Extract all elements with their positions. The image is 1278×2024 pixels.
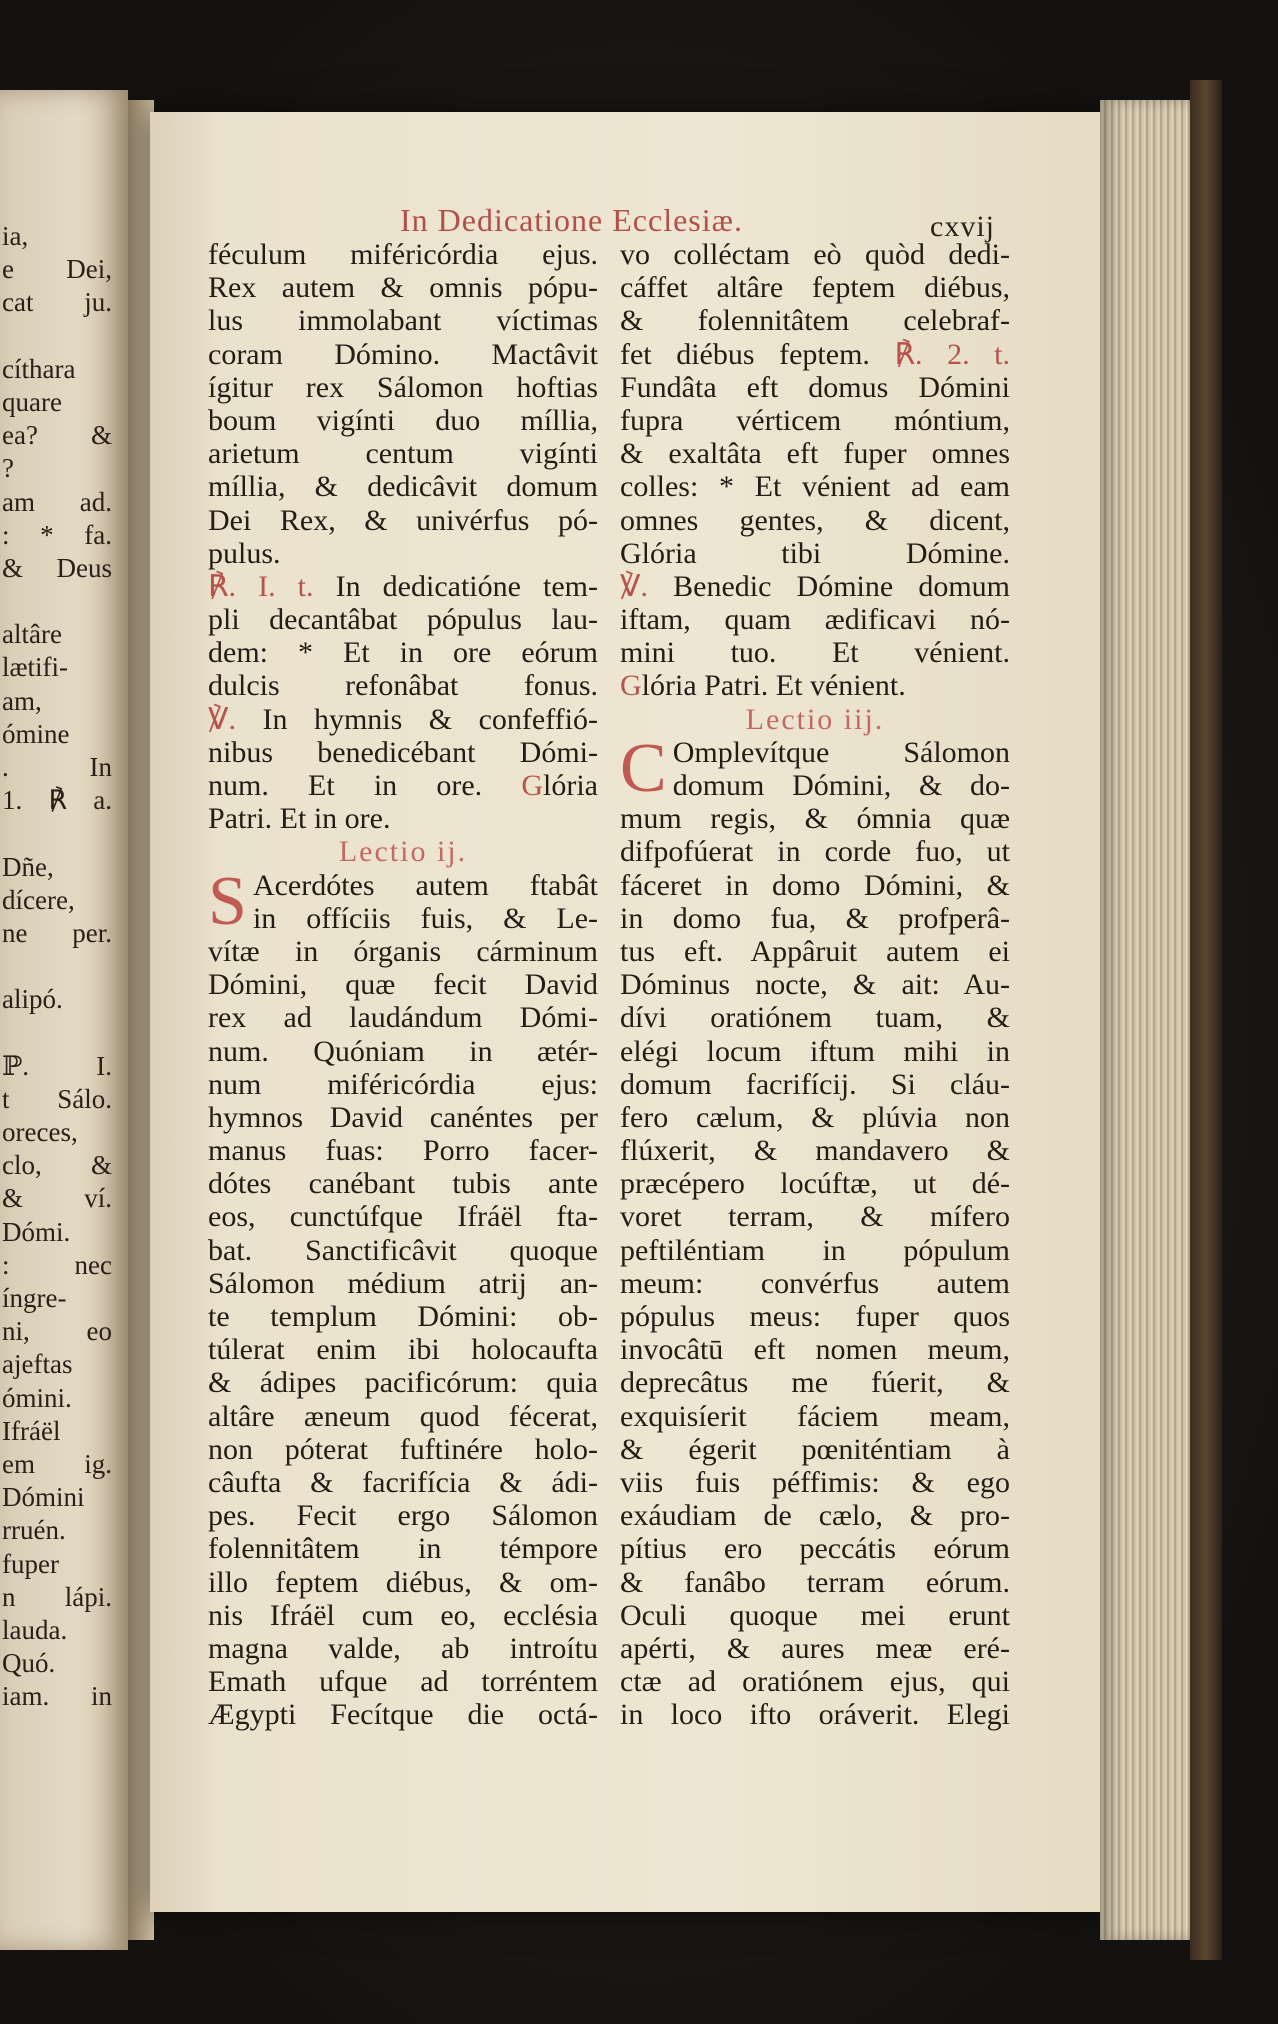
text-line: Acerdótes autem ftabât bbox=[252, 868, 598, 902]
text-line: exquisíerit fáciem meam, bbox=[620, 1399, 1010, 1433]
text-line: num. Quóniam in ætér- bbox=[208, 1034, 598, 1068]
left-page-fragment: am, bbox=[2, 685, 42, 716]
text-line: tus eft. Appâruit autem ei bbox=[620, 934, 1010, 968]
text-line: boum vigínti duo míllia, bbox=[208, 403, 598, 437]
text-line: pulus. bbox=[208, 536, 281, 570]
text-line: meum: convérfus autem bbox=[620, 1266, 1010, 1300]
text-line: num. Et in ore. Glória bbox=[208, 769, 598, 802]
text-line: altâre æneum quod fécerat, bbox=[208, 1399, 598, 1433]
left-page-fragment: clo, & bbox=[2, 1150, 112, 1181]
text-line: mini tuo. Et vénient. bbox=[620, 636, 1010, 670]
text-line: ℣. In hymnis & confeffió- bbox=[208, 702, 598, 736]
text-line: flúxerit, & mandavero & bbox=[620, 1134, 1010, 1168]
left-page-fragment: Dómini bbox=[2, 1482, 85, 1513]
book-cover-edge bbox=[1190, 80, 1222, 1960]
text-line: Dóminus nocte, & ait: Au- bbox=[620, 968, 1010, 1002]
left-page-fragment: am ad. bbox=[2, 486, 112, 517]
left-page-fragment bbox=[2, 585, 126, 618]
text-line: fet diébus feptem. ℟. 2. t. bbox=[620, 337, 1010, 371]
text-line: túlerat enim ibi holocaufta bbox=[208, 1333, 598, 1367]
text-line: ctæ ad oratiónem ejus, qui bbox=[620, 1665, 1010, 1699]
text-line: vo colléctam eò quòd dedi- bbox=[620, 238, 1010, 271]
lectio-heading: Lectio iij. bbox=[745, 702, 885, 736]
left-page-fragment: ni, eo bbox=[2, 1316, 112, 1347]
text-line: dótes canébant tubis ante bbox=[208, 1167, 598, 1201]
left-page-fragment bbox=[2, 320, 126, 353]
text-line: nibus benedicébant Dómi- bbox=[208, 735, 598, 769]
left-page-fragment: cat ju. bbox=[2, 287, 112, 318]
left-page-fragment: ia, bbox=[2, 221, 29, 251]
left-page-fragment: e Dei, bbox=[2, 254, 112, 285]
text-line: Sálomon médium atrij an- bbox=[208, 1266, 598, 1300]
left-page-fragment: rruén. bbox=[2, 1515, 66, 1546]
running-title: In Dedicatione Ecclesiæ. bbox=[400, 202, 743, 238]
text-line: Glória tibi Dómine. bbox=[620, 536, 1010, 570]
initial-block bbox=[208, 862, 598, 940]
left-page-fragment bbox=[2, 817, 126, 850]
text-line: lus immolabant víctimas bbox=[208, 304, 598, 338]
left-page-fragment: ajeftas bbox=[2, 1349, 73, 1380]
text-line: & égerit pœniténtiam à bbox=[620, 1432, 1010, 1466]
text-line: rex ad laudándum Dómi- bbox=[208, 1001, 598, 1035]
text-line: Omplevítque Sálomon bbox=[672, 735, 1010, 769]
left-page-fragment: n lápi. bbox=[2, 1581, 112, 1612]
text-line: câufta & facrifícia & ádi- bbox=[208, 1465, 598, 1499]
text-line: dívi oratiónem tuam, & bbox=[620, 1001, 1010, 1035]
left-page-fragment: : * fa. bbox=[2, 519, 112, 550]
text-line: hymnos David canéntes per bbox=[208, 1100, 598, 1134]
text-line: domum facrifícij. Si cláu- bbox=[620, 1067, 1010, 1101]
left-page-fragment: ómine bbox=[2, 718, 70, 749]
right-text-column bbox=[620, 238, 1010, 1731]
text-line: domum Dómini, & do- bbox=[672, 769, 1010, 802]
text-line: coram Dómino. Mactâvit bbox=[208, 337, 598, 371]
left-page-fragment: altâre bbox=[2, 619, 62, 650]
left-page-fragment: fuper bbox=[2, 1548, 59, 1579]
left-page-fragment: Dómi. bbox=[2, 1216, 71, 1247]
left-page-fragment bbox=[2, 1017, 126, 1050]
text-line: colles: * Et vénient ad eam bbox=[620, 470, 1010, 504]
text-line: fupra vérticem móntium, bbox=[620, 403, 1010, 437]
initial-block bbox=[620, 729, 1010, 807]
text-line: præcépero locúftæ, ut dé- bbox=[620, 1167, 1010, 1201]
left-page-fragment: alipó. bbox=[2, 984, 63, 1015]
text-line: eos, cunctúfque Ifráël fta- bbox=[208, 1200, 598, 1234]
text-line: fáceret in domo Dómini, & bbox=[620, 868, 1010, 902]
left-page-fragment: dícere, bbox=[2, 884, 75, 915]
left-page-text-fragments bbox=[2, 220, 126, 1713]
text-line: bat. Sanctificâvit quoque bbox=[208, 1233, 598, 1267]
text-line: folennitâtem in témpore bbox=[208, 1532, 598, 1566]
text-line: fero cælum, & plúvia non bbox=[620, 1100, 1010, 1134]
left-page-fragment: íngre- bbox=[2, 1283, 67, 1313]
text-line: in loco ifto oráverit. Elegi bbox=[620, 1698, 1010, 1732]
text-line: dem: * Et in ore eórum bbox=[208, 636, 598, 670]
left-page-fragment: oreces, bbox=[2, 1117, 78, 1148]
text-line: arietum centum vigínti bbox=[208, 437, 598, 471]
text-line: míllia, & dedicâvit domum bbox=[208, 470, 598, 504]
left-page-fragment: ℙ. I. bbox=[2, 1050, 112, 1081]
left-page-fragment: ? bbox=[2, 453, 14, 484]
text-line: pli decantâbat pópulus lau- bbox=[208, 603, 598, 637]
text-line: Dei Rex, & univérfus pó- bbox=[208, 503, 598, 537]
text-line: Patri. Et in ore. bbox=[208, 802, 391, 836]
left-page-fragment: . In bbox=[2, 752, 112, 782]
text-line: cáffet altâre feptem diébus, bbox=[620, 271, 1010, 305]
text-line: Ægypti Fecítque die octá- bbox=[208, 1698, 598, 1732]
text-line: & fanâbo terram eórum. bbox=[620, 1565, 1010, 1599]
left-page-fragment: : nec bbox=[2, 1249, 112, 1280]
text-line: invocâtū eft nomen meum, bbox=[620, 1333, 1010, 1367]
text-line: Fundâta eft domus Dómini bbox=[620, 370, 1010, 404]
drop-cap-initial: C bbox=[620, 729, 667, 807]
text-line: Dómini, quæ fecit David bbox=[208, 968, 598, 1002]
text-line: Rex autem & omnis pópu- bbox=[208, 271, 598, 305]
left-page-fragment: ea? & bbox=[2, 420, 112, 451]
page-edges bbox=[1100, 100, 1196, 1940]
text-line: & exaltâta eft fuper omnes bbox=[620, 437, 1010, 471]
text-line: ℣. Benedic Dómine domum bbox=[620, 569, 1010, 603]
text-line: pítius ero peccátis eórum bbox=[620, 1532, 1010, 1566]
left-page-fragment: Ifráël bbox=[2, 1415, 61, 1446]
text-line: illo feptem diébus, & om- bbox=[208, 1565, 598, 1599]
text-line: elégi locum iftum mihi in bbox=[620, 1034, 1010, 1068]
left-facing-page bbox=[0, 90, 128, 1950]
left-page-fragment: lauda. bbox=[2, 1614, 68, 1645]
text-line: in offíciis fuis, & Le- bbox=[252, 901, 598, 935]
text-line: viis fuis péffimis: & ego bbox=[620, 1465, 1010, 1499]
left-page-fragment: iam. in bbox=[2, 1681, 112, 1712]
text-line: num miféricórdia ejus: bbox=[208, 1067, 598, 1101]
text-line: apérti, & aures meæ eré- bbox=[620, 1631, 1010, 1665]
text-line: nis Ifráël cum eo, ecclésia bbox=[208, 1598, 598, 1632]
text-line: ígitur rex Sálomon hoftias bbox=[208, 370, 598, 404]
left-page-fragment: em ig. bbox=[2, 1448, 112, 1479]
left-page-fragment: lætifi- bbox=[2, 652, 68, 683]
left-page-fragment: & ví. bbox=[2, 1183, 112, 1214]
text-line: magna valde, ab introítu bbox=[208, 1631, 598, 1665]
text-line: Glória Patri. Et vénient. bbox=[620, 669, 906, 703]
text-line: féculum miféricórdia ejus. bbox=[208, 238, 598, 271]
text-line: voret terram, & mífero bbox=[620, 1200, 1010, 1234]
text-line: vítæ in órganis cárminum bbox=[208, 934, 598, 968]
text-line: iftam, quam ædificavi nó- bbox=[620, 603, 1010, 637]
left-page-fragment: t Sálo. bbox=[2, 1083, 112, 1114]
text-line: dulcis refonâbat fonus. bbox=[208, 669, 598, 703]
text-line: & ádipes pacificórum: quia bbox=[208, 1366, 598, 1400]
text-line: difpofúerat in corde fuo, ut bbox=[620, 835, 1010, 869]
text-line: & folennitâtem celebraf- bbox=[620, 304, 1010, 338]
text-line: Oculi quoque mei erunt bbox=[620, 1598, 1010, 1632]
text-line: exáudiam de cælo, & pro- bbox=[620, 1499, 1010, 1533]
left-page-fragment: Dñe, bbox=[2, 851, 54, 882]
left-page-fragment: ómini. bbox=[2, 1382, 72, 1413]
left-page-fragment: cíthara bbox=[2, 353, 76, 384]
text-line: deprecâtus me fúerit, & bbox=[620, 1366, 1010, 1400]
text-line: in domo fua, & profperâ- bbox=[620, 901, 1010, 935]
left-page-fragment: 1. ℟ a. bbox=[2, 785, 112, 816]
text-line: manus fuas: Porro facer- bbox=[208, 1134, 598, 1168]
left-page-fragment: quare bbox=[2, 386, 62, 417]
lectio-heading: Lectio ij. bbox=[338, 835, 468, 869]
left-page-fragment: Quó. bbox=[2, 1648, 56, 1679]
text-line: te templum Dómini: ob- bbox=[208, 1300, 598, 1333]
text-line: ℟. I. t. In dedicatióne tem- bbox=[208, 569, 598, 603]
text-line: non póterat fuftinére holo- bbox=[208, 1432, 598, 1466]
drop-cap-initial: S bbox=[208, 862, 247, 940]
text-line: omnes gentes, & dicent, bbox=[620, 503, 1010, 537]
left-page-fragment: & Deus bbox=[2, 552, 112, 583]
text-line: pópulus meus: fuper quos bbox=[620, 1300, 1010, 1333]
text-line: Emath ufque ad torréntem bbox=[208, 1665, 598, 1699]
left-page-fragment: ne per. bbox=[2, 917, 112, 948]
text-line: pes. Fecit ergo Sálomon bbox=[208, 1499, 598, 1533]
left-text-column bbox=[208, 238, 598, 1731]
left-page-fragment bbox=[2, 950, 126, 983]
text-line: peftiléntiam in pópulum bbox=[620, 1233, 1010, 1267]
text-line: mum regis, & ómnia quæ bbox=[620, 802, 1010, 836]
folio-number: cxvij bbox=[930, 210, 995, 243]
